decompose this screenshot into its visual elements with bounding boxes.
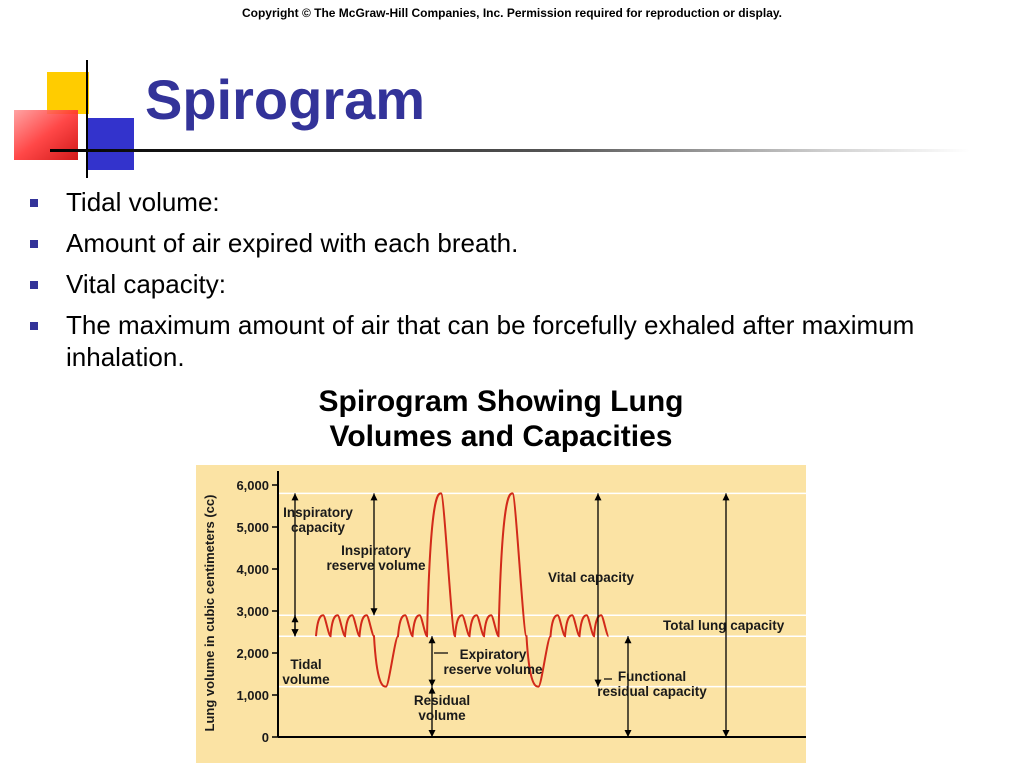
y-tick-label: 6,000 [236,478,269,493]
label-functional-residual: Functional residual capacity [597,669,707,699]
y-axis-label: Lung volume in cubic centimeters (cc) [202,494,217,732]
list-item [30,186,930,218]
list-item-text: Tidal volume: [66,187,220,217]
label-total-lung-capacity: Total lung capacity [663,618,785,633]
decorative-squares-icon [0,0,160,180]
list-item [30,227,930,259]
label-residual-volume: Residual volume [413,693,471,723]
list-item [30,309,930,373]
bullet-square-icon [30,240,38,248]
bullet-list [30,186,930,382]
list-item-text: Vital capacity: [66,269,226,299]
label-inspiratory-capacity: Inspiratory capacity [283,505,353,535]
list-item-text: The maximum amount of air that can be forcefully exhaled after maximum inhalation. [66,310,915,372]
bullet-square-icon [30,281,38,289]
title-divider [50,149,970,152]
label-inspiratory-reserve: Inspiratory reserve volume [326,543,426,573]
label-expiratory-reserve: Expiratory reserve volume [443,647,543,677]
y-tick-label: 4,000 [236,562,269,577]
label-vital-capacity: Vital capacity [548,570,635,585]
bullet-square-icon [30,322,38,330]
y-tick-label: 5,000 [236,520,269,535]
list-item-text: Amount of air expired with each breath. [66,228,519,258]
label-tidal-volume: Tidal volume [282,657,330,687]
spirogram-svg [196,465,806,763]
spirogram-chart [196,465,806,763]
copyright-notice: Copyright © The McGraw-Hill Companies, Inc. Permission required for reproduction or display. [241,6,783,20]
y-tick-label: 1,000 [236,688,269,703]
figure-title [196,384,806,454]
figure-title-line: Volumes and Capacities [329,420,673,453]
y-tick-label: 0 [261,730,269,745]
y-tick-label: 3,000 [236,604,269,619]
page-title: Spirogram [145,68,426,131]
y-tick-label: 2,000 [236,646,269,661]
figure-title-line: Spirogram Showing Lung [318,385,684,418]
list-item [30,268,930,300]
bullet-square-icon [30,199,38,207]
